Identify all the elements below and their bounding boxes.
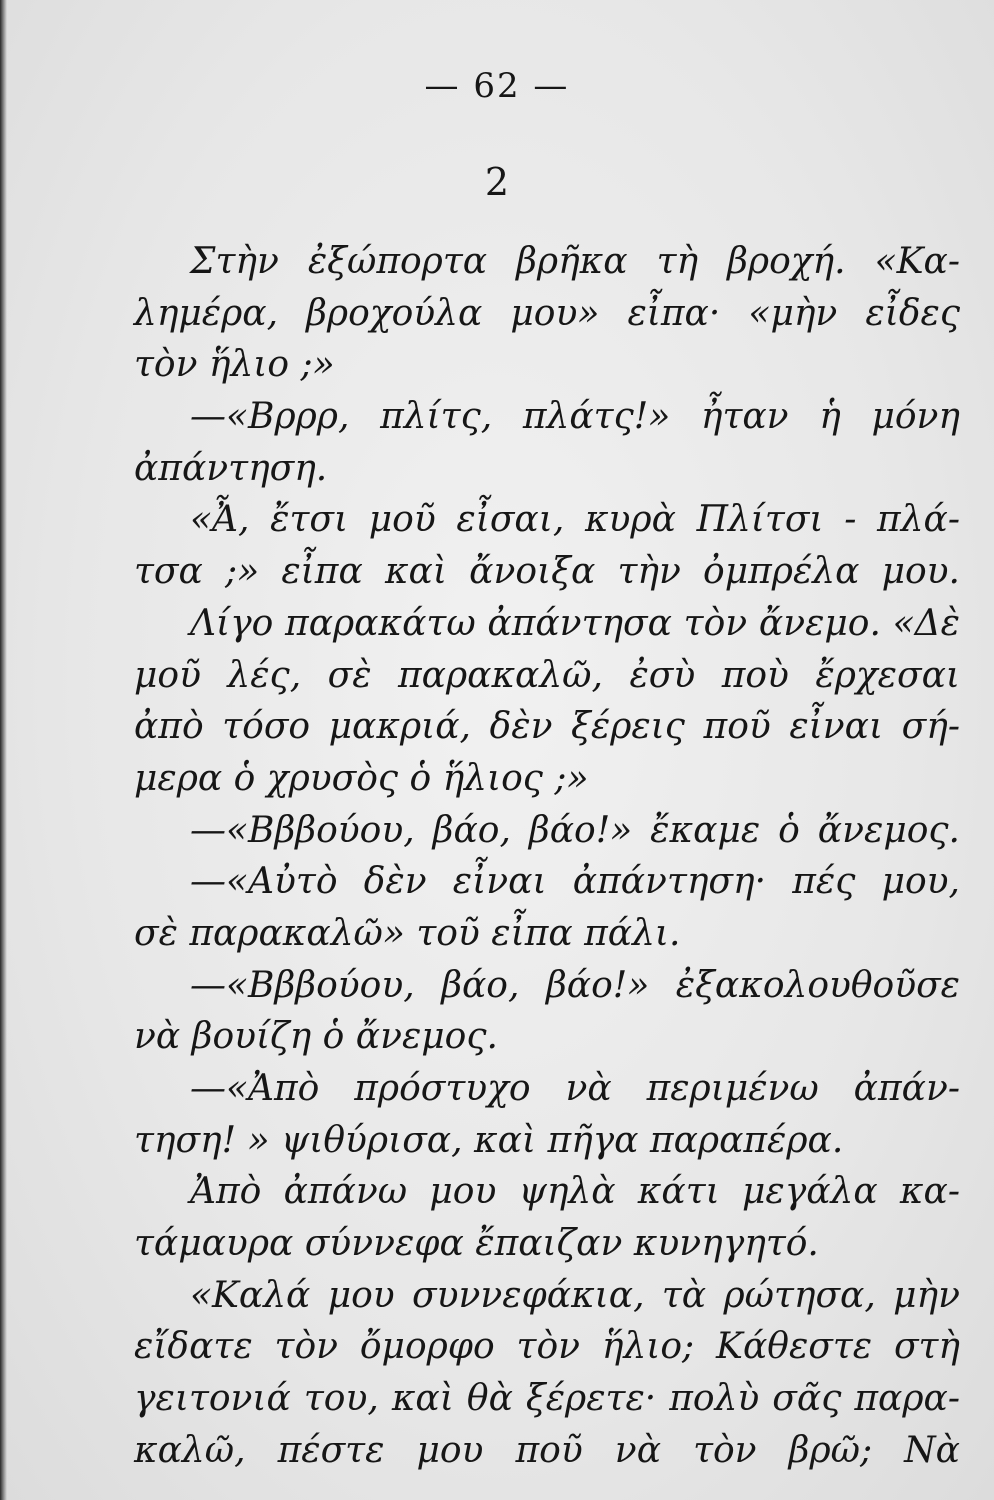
text-line: ἀπάντηση. bbox=[134, 447, 328, 489]
text-line: —«Αὐτὸ δὲν εἶναι ἀπάντηση· πές μου, bbox=[190, 861, 960, 903]
text-line: Ἀπὸ ἀπάνω μου ψηλὰ κάτι μεγάλα κα- bbox=[190, 1171, 960, 1213]
text-line: —«Ἀπὸ πρόστυχο νὰ περιμένω ἀπάν- bbox=[190, 1068, 960, 1109]
text-line: —«Βββούου, βάο, βάο!» ἐξακολουθοῦσε bbox=[190, 964, 960, 1006]
text-line: μοῦ λές, σὲ παρακαλῶ, ἐσὺ ποὺ ἔρχεσαι bbox=[134, 654, 960, 696]
text-line: λημέρα, βροχούλα μου» εἶπα· «μὴν εἶδες bbox=[134, 292, 960, 334]
text-line: —«Βρρρ, πλίτς, πλάτς!» ἦταν ἡ μόνη bbox=[190, 396, 960, 438]
text-line: σὲ παρακαλῶ» τοῦ εἶπα πάλι. bbox=[134, 912, 681, 954]
text-line: εἴδατε τὸν ὄμορφο τὸν ἥλιο; Κάθεστε στὴ bbox=[134, 1326, 960, 1368]
body-text bbox=[134, 236, 960, 1477]
text-line: τηση! » ψιθύρισα, καὶ πῆγα παραπέρα. bbox=[134, 1119, 844, 1161]
text-line: Λίγο παρακάτω ἀπάντησα τὸν ἄνεμο. «Δὲ bbox=[190, 602, 960, 644]
text-line: Στὴν ἐξώπορτα βρῆκα τὴ βροχή. «Κα- bbox=[190, 241, 960, 282]
text-line: τὸν ἥλιο ;» bbox=[134, 344, 335, 386]
text-line: ἀπὸ τόσο μακριά, δὲν ξέρεις ποῦ εἶναι σή- bbox=[134, 706, 960, 748]
text-line: «Καλά μου συννεφάκια, τὰ ρώτησα, μὴν bbox=[190, 1274, 960, 1316]
text-line: μερα ὁ χρυσὸς ὁ ἥλιος ;» bbox=[134, 757, 589, 799]
section-number: 2 bbox=[484, 160, 510, 204]
text-line: τάμαυρα σύννεφα ἔπαιζαν κυνηγητό. bbox=[134, 1223, 819, 1265]
text-line: καλῶ, πέστε μου ποῦ νὰ τὸν βρῶ; Νὰ bbox=[134, 1429, 960, 1471]
text-line: «Ἆ, ἔτσι μοῦ εἶσαι, κυρὰ Πλίτσι - πλά- bbox=[190, 499, 960, 541]
text-line: —«Βββούου, βάο, βάο!» ἔκαμε ὁ ἄνεμος. bbox=[190, 809, 960, 851]
page-number: — 62 — bbox=[424, 66, 570, 106]
text-line: τσα ;» εἶπα καὶ ἄνοιξα τὴν ὀμπρέλα μου. bbox=[134, 551, 960, 593]
text-line: γειτονιά του, καὶ θὰ ξέρετε· πολὺ σᾶς παρα- bbox=[134, 1378, 960, 1420]
text-line: νὰ βουίζη ὁ ἄνεμος. bbox=[134, 1016, 498, 1058]
